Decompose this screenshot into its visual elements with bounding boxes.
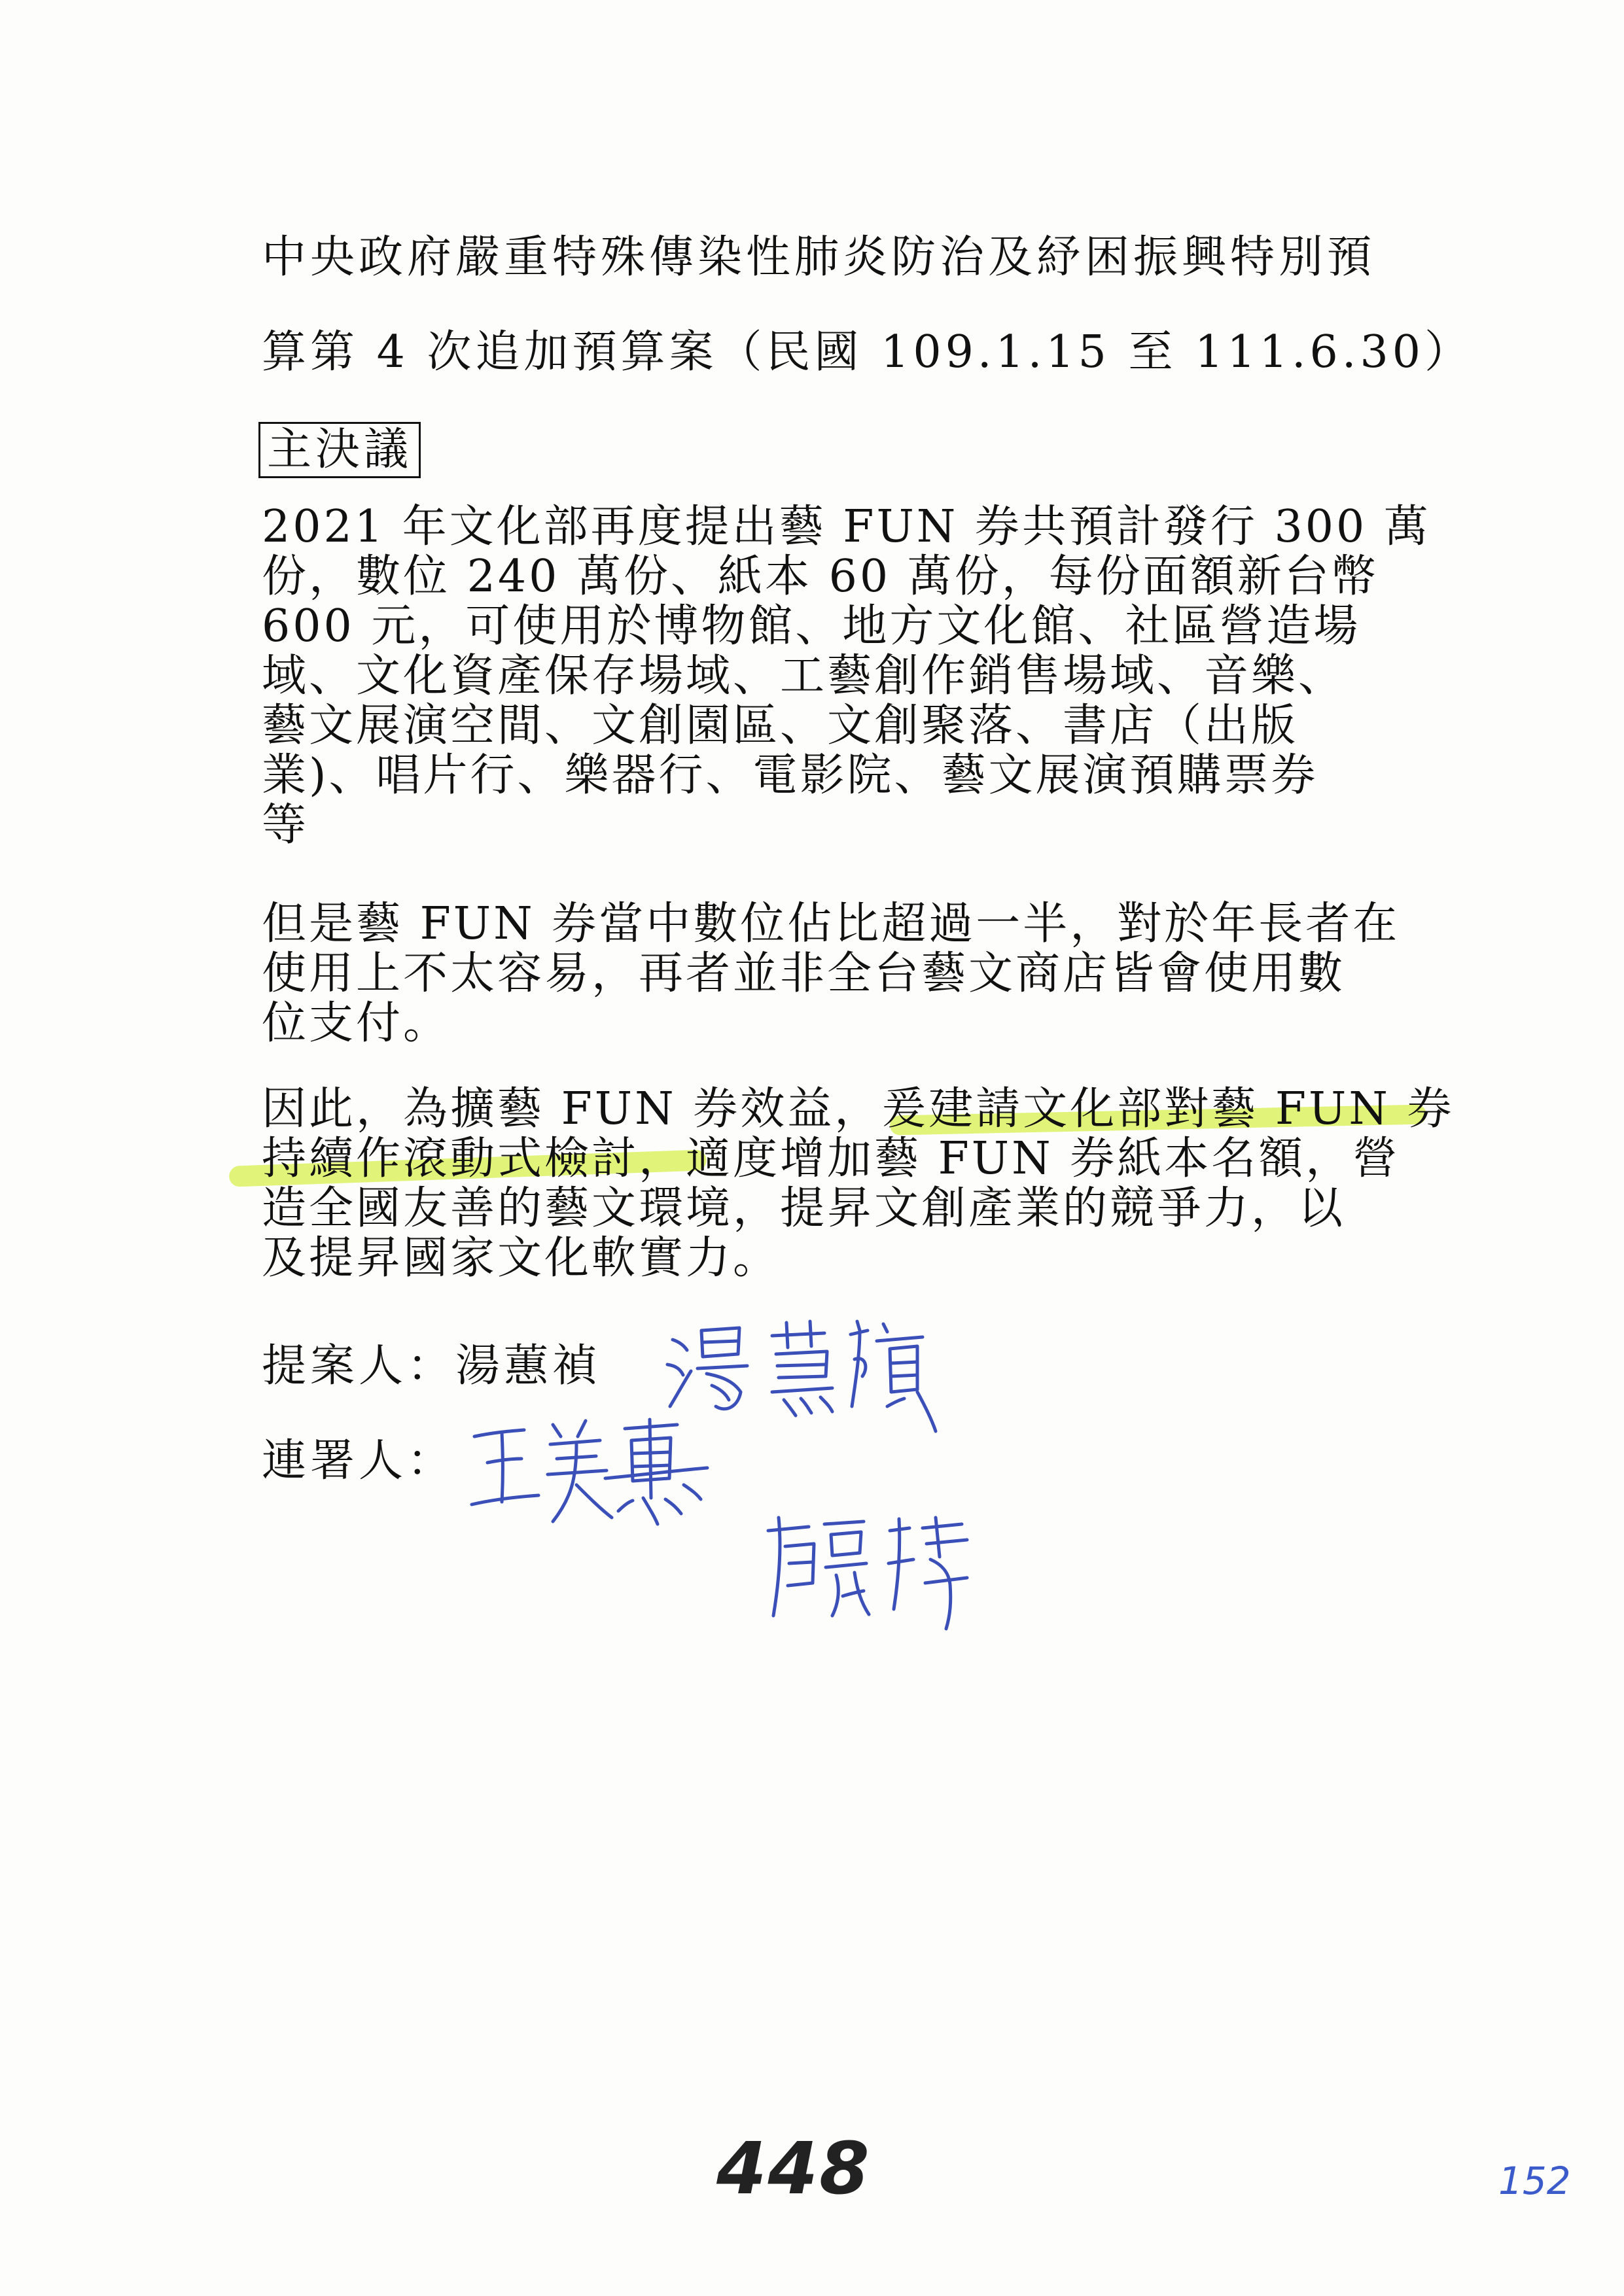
paragraph-line: 造全國友善的藝文環境，提昇文創產業的競爭力，以 — [262, 1183, 1346, 1234]
paragraph-line: 藝文展演空間、文創園區、文創聚落、書店（出版 — [262, 700, 1299, 752]
paragraph-line: 份，數位 240 萬份、紙本 60 萬份，每份面額新台幣 — [262, 551, 1379, 602]
proposer-row — [262, 1340, 601, 1392]
proposer-name: 湯蕙禎 — [455, 1340, 601, 1392]
document-title-line-2: 算第 4 次追加預算案（民國 109.1.15 至 111.6.30） — [262, 326, 1473, 378]
paragraph-line: 使用上不太容易，再者並非全台藝文商店皆會使用數 — [262, 948, 1346, 1000]
paragraph-line: 600 元，可使用於博物館、地方文化館、社區營造場 — [262, 600, 1361, 652]
paragraph-line: 等 — [262, 799, 309, 851]
cosigner-label: 連署人： — [262, 1435, 456, 1487]
cosigner-row — [262, 1435, 456, 1487]
paragraph-line: 及提昇國家文化軟實力。 — [262, 1232, 781, 1284]
paragraph-line: 但是藝 FUN 券當中數位佔比超過一半，對於年長者在 — [262, 898, 1400, 950]
cosigner-handwritten-signature-1 — [461, 1406, 710, 1537]
paragraph-line: 持續作滾動式檢討，適度增加藝 FUN 券紙本名額，營 — [262, 1133, 1400, 1185]
paragraph-line: 2021 年文化部再度提出藝 FUN 券共預計發行 300 萬 — [262, 501, 1431, 553]
document-title-line-1: 中央政府嚴重特殊傳染性肺炎防治及紓困振興特別預 — [262, 232, 1376, 283]
paragraph-problem — [262, 899, 1400, 1049]
paragraph-line: 位支付。 — [262, 998, 451, 1049]
paragraph-background — [262, 501, 1431, 851]
paragraph-line: 業)、唱片行、樂器行、電影院、藝文展演預購票券 — [262, 750, 1318, 801]
proposer-label: 提案人： — [262, 1340, 456, 1392]
page-number-corner: 152 — [1498, 2159, 1571, 2203]
page-number-handwritten: 448 — [716, 2127, 871, 2210]
cosigner-handwritten-signature-2 — [759, 1505, 981, 1635]
section-label-main-resolution: 主決議 — [258, 422, 421, 478]
paragraph-resolution — [262, 1083, 1455, 1284]
paragraph-line: 因此，為擴藝 FUN 券效益，爰建請文化部對藝 FUN 券 — [262, 1083, 1455, 1135]
paragraph-line: 域、文化資產保存場域、工藝創作銷售場域、音樂、 — [262, 650, 1346, 702]
